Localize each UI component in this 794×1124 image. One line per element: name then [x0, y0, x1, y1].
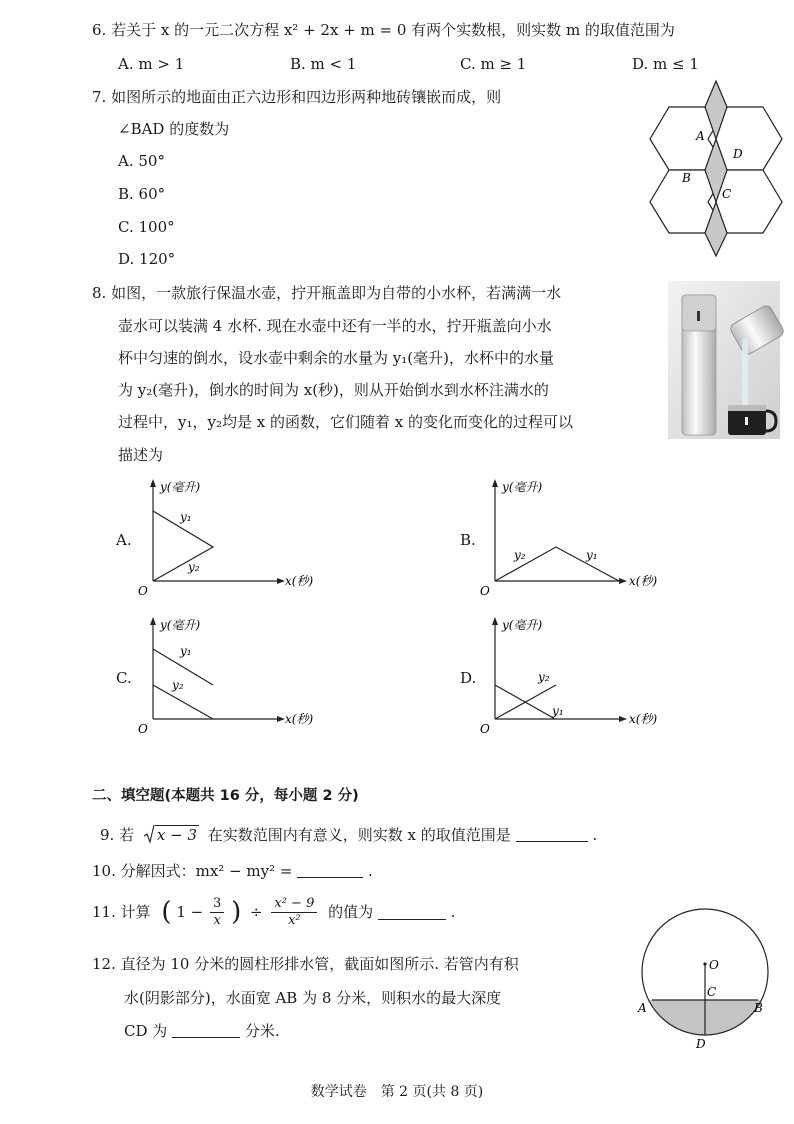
graph-c-series-2: y₂	[172, 678, 184, 692]
graph-a-series-1: y₁	[180, 510, 192, 524]
graph-c	[130, 615, 314, 736]
label-o: O	[709, 958, 719, 972]
q8-line3: 杯中匀速的倒水，设水壶中剩余的水量为 y₁(毫升)，水杯中的水量	[118, 349, 554, 367]
q7-stem-line2: ∠BAD 的度数为	[118, 120, 230, 138]
q6-option-c: C. m ≥ 1	[460, 55, 527, 73]
left-paren-icon: (	[161, 896, 172, 927]
page-footer: 数学试卷 第 2 页(共 8 页)	[310, 1084, 484, 1100]
label-b: B	[754, 1001, 763, 1015]
q10-end: .	[368, 862, 373, 880]
q12-answer-blank[interactable]	[172, 1023, 240, 1038]
graph-d-letter: D.	[460, 669, 477, 687]
pipe-cross-section-figure	[630, 904, 780, 1054]
q11: 11. 计算 ( 1 − $\frac{3}{x}$ ) ÷ $\frac{\text{x² − 9}}{\text{x²}}$ 的值为 .	[92, 896, 456, 928]
q6-stem: 6. 若关于 x 的一元二次方程 x² + 2x + m = 0 有两个实数根，则实数 m 的取值范围为	[92, 21, 675, 39]
q11-end: .	[450, 903, 456, 922]
q6-option-d: D. m ≤ 1	[632, 55, 699, 73]
q11-answer-blank[interactable]	[378, 905, 446, 920]
q12-line3-text: CD 为	[124, 1022, 168, 1040]
graph-d-series-1: y₂	[538, 670, 550, 684]
q10	[92, 862, 373, 880]
q11-f1-den: x	[213, 912, 221, 928]
q12-line1: 12. 直径为 10 分米的圆柱形排水管，截面如图所示. 若管内有积	[92, 955, 519, 973]
graph-a-series-2: y₂	[188, 560, 200, 574]
q7-option-d: D. 120°	[118, 250, 176, 268]
q11-fraction-1	[210, 896, 224, 928]
q12-line3	[124, 1022, 280, 1040]
label-d: D	[696, 1037, 706, 1051]
graph-b-y-axis: y(毫升)	[502, 480, 543, 494]
graph-a-letter: A.	[116, 531, 132, 549]
sqrt-sign-icon	[143, 824, 155, 844]
graph-b-origin: O	[480, 584, 490, 598]
thermos-photo	[668, 281, 780, 439]
q8-line6: 描述为	[118, 446, 164, 464]
graph-b-series-1: y₂	[514, 548, 526, 562]
hexagon-tiling-figure	[640, 78, 790, 258]
q11-f1-num: 3	[210, 896, 224, 913]
graph-b-x-axis: x(秒)	[629, 574, 658, 588]
q10-answer-blank[interactable]	[297, 863, 363, 878]
q7-option-b: B. 60°	[118, 185, 166, 203]
graph-a-x-axis: x(秒)	[285, 574, 314, 588]
q7-stem-line1: 7. 如图所示的地面由正六边形和四边形两种地砖镶嵌而成，则	[92, 88, 502, 106]
graph-a	[130, 477, 314, 598]
q8-line5: 过程中，y₁，y₂均是 x 的函数，它们随着 x 的变化而变化的过程可以	[118, 413, 573, 431]
graph-a-origin: O	[138, 584, 148, 598]
label-c: C	[722, 187, 732, 201]
q7-option-a: A. 50°	[118, 152, 165, 170]
q11-f2-num: x² − 9	[271, 896, 317, 913]
graph-d-x-axis: x(秒)	[629, 712, 658, 726]
graph-b-series-2: y₁	[586, 548, 598, 562]
right-paren-icon: )	[231, 896, 242, 927]
label-a: A	[696, 129, 705, 143]
section-2-title: 二、填空题(本题共 16 分，每小题 2 分)	[92, 788, 359, 804]
q7-option-c: C. 100°	[118, 218, 175, 236]
graph-c-origin: O	[138, 722, 148, 736]
q9-sqrt	[143, 826, 199, 844]
label-a: A	[638, 1001, 647, 1015]
q11-post: 的值为	[328, 903, 374, 922]
q9-post: 在实数范围内有意义，则实数 x 的取值范围是	[207, 826, 511, 844]
q8-line2: 壶水可以装满 4 水杯. 现在水壶中还有一半的水，拧开瓶盖向小水	[118, 317, 552, 335]
q11-fraction-2	[271, 896, 317, 928]
graph-a-y-axis: y(毫升)	[160, 480, 201, 494]
q12-line2: 水(阴影部分)，水面宽 AB 为 8 分米，则积水的最大深度	[124, 989, 502, 1007]
q9-pre: 9. 若	[100, 826, 135, 844]
q9	[100, 826, 597, 844]
graph-b-letter: B.	[460, 531, 476, 549]
graph-b	[472, 477, 672, 597]
q6-option-a: A. m > 1	[118, 55, 185, 73]
label-d: D	[733, 147, 743, 161]
q10-pre: 10. 分解因式：mx² − my² =	[92, 862, 293, 880]
graph-c-letter: C.	[116, 669, 132, 687]
label-b: B	[682, 171, 691, 185]
q9-answer-blank[interactable]	[516, 827, 588, 842]
label-c: C	[707, 985, 717, 999]
q8-line4: 为 y₂(毫升)，倒水的时间为 x(秒)，则从开始倒水到水杯注满水的	[118, 381, 549, 399]
q6-option-b: B. m < 1	[290, 55, 357, 73]
graph-d-origin: O	[480, 722, 490, 736]
graph-d-y-axis: y(毫升)	[502, 618, 543, 632]
q8-line1: 8. 如图，一款旅行保温水壶，拧开瓶盖即为自带的小水杯，若满满一水	[92, 284, 562, 302]
graph-c-x-axis: x(秒)	[285, 712, 314, 726]
q12-unit: 分米.	[244, 1022, 280, 1040]
q9-end: .	[592, 826, 598, 844]
q11-f2-den: x²	[288, 912, 301, 928]
graph-c-series-1: y₁	[180, 644, 192, 658]
graph-d-series-2: y₁	[552, 704, 564, 718]
graph-d	[472, 615, 672, 735]
q11-pre: 11. 计算	[92, 903, 151, 922]
graph-c-y-axis: y(毫升)	[160, 618, 201, 632]
q9-radicand: x − 3	[156, 826, 197, 844]
